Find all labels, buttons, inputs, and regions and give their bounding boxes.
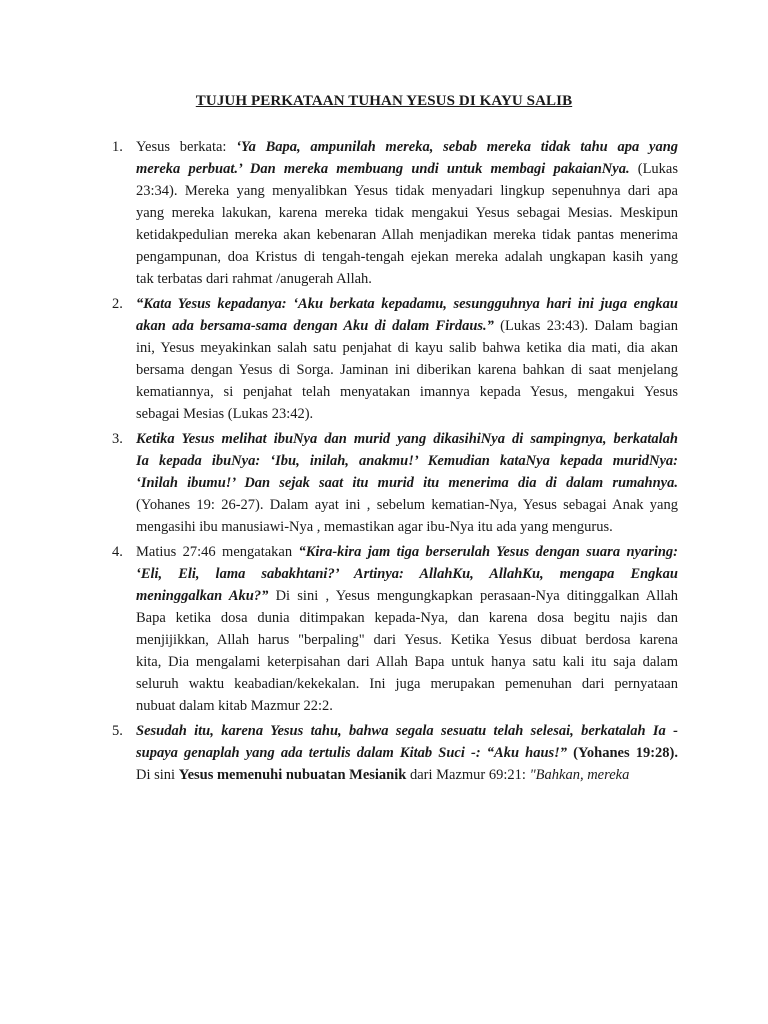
text-segment: yang mereka lakukan, karena mereka tidak mengakui Yesus sebagai Mesias. Meskipun bbox=[136, 205, 678, 221]
text-segment: ‘Inilah ibumu!’ Dan sejak saat itu murid itu menerima dia di dalam rumahnya. bbox=[136, 475, 678, 491]
text-segment: dari Mazmur 69:21: bbox=[406, 767, 530, 783]
text-line bbox=[136, 158, 678, 180]
text-segment: Di sini bbox=[136, 767, 179, 783]
list-item bbox=[0, 720, 768, 786]
text-line bbox=[136, 381, 678, 403]
text-segment: (Lukas bbox=[629, 161, 678, 177]
text-segment: meninggalkan Aku?” bbox=[136, 588, 269, 604]
text-segment: "Bahkan, mereka bbox=[529, 767, 630, 783]
document-title: TUJUH PERKATAAN TUHAN YESUS DI KAYU SALIB bbox=[195, 93, 573, 109]
text-line bbox=[136, 651, 678, 673]
text-line bbox=[136, 136, 678, 158]
text-segment: Ketika Yesus melihat ibuNya dan murid yang dikasihiNya di sampingnya, berkatalah bbox=[136, 431, 678, 447]
list-item bbox=[0, 293, 768, 425]
list-item-number: 5. bbox=[112, 723, 123, 739]
text-segment: akan ada bersama-sama dengan Aku di dalam Firdaus.” bbox=[136, 318, 494, 334]
text-segment: menjijikkan, Allah harus "berpaling" dari Yesus. Ketika Yesus dibuat berdosa karena bbox=[136, 632, 678, 648]
text-segment: ketidakpedulian mereka akan kebenaran Allah menjadikan mereka tidak pantas menerima bbox=[136, 227, 678, 243]
text-segment: Ia kepada ibuNya: ‘Ibu, inilah, anakmu!’ Kemudian kataNya kepada muridNya: bbox=[136, 453, 678, 469]
text-line bbox=[136, 180, 678, 202]
list-item-number: 1. bbox=[112, 139, 123, 155]
text-segment: seluruh waktu keabadian/kekekalan. Ini juga merupakan pemenuhan dari pernyataan bbox=[136, 676, 678, 692]
text-line bbox=[136, 315, 678, 337]
list-item bbox=[0, 541, 768, 717]
text-line bbox=[136, 472, 678, 494]
text-segment: “Kira-kira jam tiga berserulah Yesus dengan suara nyaring: bbox=[298, 544, 679, 560]
text-line bbox=[136, 202, 678, 224]
text-line bbox=[136, 450, 678, 472]
text-segment: (Yohanes 19: 26-27). Dalam ayat ini , sebelum kematian-Nya, Yesus sebagai Anak yang bbox=[136, 497, 678, 513]
text-segment: Sesudah itu, karena Yesus tahu, bahwa segala sesuatu telah selesai, berkatalah Ia - bbox=[136, 723, 678, 739]
text-segment: Yesus memenuhi nubuatan Mesianik bbox=[178, 767, 407, 783]
text-segment: ‘Eli, Eli, lama sabakhtani?’ Artinya: AllahKu, AllahKu, mengapa Engkau bbox=[136, 566, 678, 582]
text-line bbox=[136, 246, 678, 268]
text-line bbox=[136, 720, 678, 742]
text-segment: Bapa ketika dosa dunia ditimpakan kepada-Nya, dan karena dosa begitu najis dan bbox=[136, 610, 678, 626]
text-line bbox=[136, 695, 678, 717]
text-line bbox=[136, 585, 678, 607]
list-item-number: 4. bbox=[112, 544, 123, 560]
text-segment: (Yohanes 19:28). bbox=[567, 745, 678, 761]
text-segment: tak terbatas dari rahmat /anugerah Allah. bbox=[136, 271, 372, 287]
text-segment: supaya genaplah yang ada tertulis dalam Kitab Suci -: “Aku haus!” bbox=[136, 745, 568, 761]
text-segment: Matius 27:46 mengatakan bbox=[136, 544, 299, 560]
numbered-list bbox=[0, 136, 768, 789]
text-line bbox=[136, 742, 678, 764]
text-segment: Yesus berkata: bbox=[136, 139, 237, 155]
text-line bbox=[136, 359, 678, 381]
text-line bbox=[136, 428, 678, 450]
text-segment: “Kata Yesus kepadanya: ‘Aku berkata kepadamu, sesungguhnya hari ini juga engkau bbox=[136, 296, 678, 312]
text-line bbox=[136, 224, 678, 246]
text-line bbox=[136, 541, 678, 563]
text-line bbox=[136, 563, 678, 585]
text-segment: bersama dengan Yesus di Sorga. Jaminan ini diberikan karena bahkan di saat menjelang bbox=[136, 362, 678, 378]
text-segment: nubuat dalam kitab Mazmur 22:2. bbox=[136, 698, 333, 714]
text-line bbox=[136, 764, 678, 786]
text-segment: mereka perbuat.’ Dan mereka membuang undi untuk membagi pakaianNya. bbox=[136, 161, 630, 177]
list-item-number: 3. bbox=[112, 431, 123, 447]
list-item-number: 2. bbox=[112, 296, 123, 312]
text-segment: ‘Ya Bapa, ampunilah mereka, sebab mereka tidak tahu apa yang bbox=[236, 139, 679, 155]
text-line bbox=[136, 516, 678, 538]
list-item bbox=[0, 428, 768, 538]
text-line bbox=[136, 494, 678, 516]
list-item bbox=[0, 136, 768, 290]
text-segment: pengampunan, doa Kristus di tengah-tengah ejekan mereka adalah ungkapan kasih yang bbox=[136, 249, 678, 265]
text-line bbox=[136, 673, 678, 695]
text-line bbox=[136, 403, 678, 425]
text-segment: sebagai Mesias (Lukas 23:42). bbox=[136, 406, 314, 422]
text-line bbox=[136, 629, 678, 651]
text-segment: 23:34). Mereka yang menyalibkan Yesus tidak menyadari lingkup sepenuhnya dari apa bbox=[136, 183, 678, 199]
text-segment: (Lukas 23:43). Dalam bagian bbox=[493, 318, 678, 334]
text-line bbox=[136, 293, 678, 315]
text-segment: ini, Yesus meyakinkan salah satu penjahat di kayu salib bahwa ketika dia mati, dia akan bbox=[136, 340, 678, 356]
text-segment: Di sini , Yesus mengungkapkan perasaan-Nya ditinggalkan Allah bbox=[268, 588, 678, 604]
text-line bbox=[136, 607, 678, 629]
text-segment: mengasihi ibu manusiawi-Nya , memastikan agar ibu-Nya itu ada yang mengurus. bbox=[136, 519, 613, 535]
text-segment: kematiannya, si penjahat telah menyatakan imannya kepada Yesus, mengakui Yesus bbox=[136, 384, 678, 400]
text-line bbox=[136, 268, 678, 290]
text-line bbox=[136, 337, 678, 359]
text-segment: kita, Dia mengalami keterpisahan dari Allah Bapa untuk hanya satu kali itu saja dalam bbox=[136, 654, 678, 670]
